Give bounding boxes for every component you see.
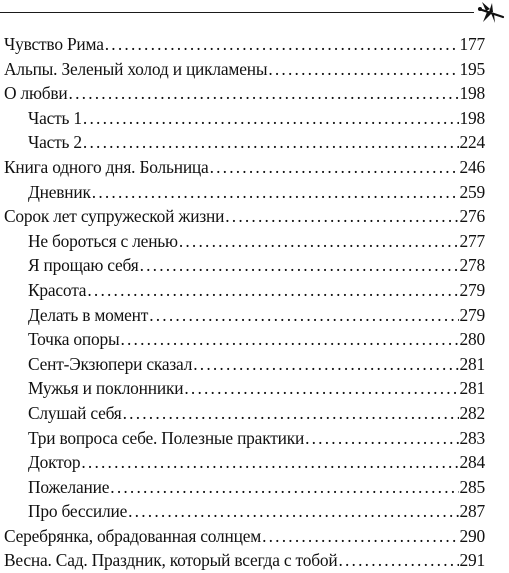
dragonfly-icon [476,0,506,26]
dot-leader [87,278,458,303]
toc-entry[interactable] [4,450,485,475]
toc-entry-title: Часть 1 [28,107,82,128]
toc-entry[interactable] [4,376,485,401]
toc-entry-title: Красота [28,279,87,300]
toc-entry[interactable] [4,253,485,278]
toc-entry-page: 284 [459,452,485,473]
toc-entry-title: Не бороться с ленью [28,230,178,251]
dot-leader [184,376,458,401]
toc-entry-title: Дневник [28,181,91,202]
toc-entry[interactable] [4,548,485,573]
toc-entry[interactable] [4,352,485,377]
toc-entry[interactable] [4,106,485,131]
toc-entry-page: 281 [459,378,485,399]
toc-entry[interactable] [4,499,485,524]
dot-leader [120,327,458,352]
toc-entry-page: 278 [459,255,485,276]
toc-entry[interactable] [4,426,485,451]
dot-leader [81,450,458,475]
toc-entry[interactable] [4,180,485,205]
toc-entry[interactable] [4,57,485,82]
toc-entry-title: Доктор [28,452,81,473]
toc-entry-page: 276 [459,206,485,227]
toc-entry-title: Сорок лет супружеской жизни [4,206,225,227]
toc-entry[interactable] [4,475,485,500]
toc-entry-page: 287 [459,501,485,522]
toc-entry-page: 279 [459,304,485,325]
dot-leader [105,32,459,57]
toc-entry-page: 277 [459,230,485,251]
toc-entry-title: Про бессилие [28,501,128,522]
toc-entry-title: Делать в момент [28,304,149,325]
toc-entry-page: 290 [459,525,485,546]
toc-entry[interactable] [4,327,485,352]
toc-entry[interactable] [4,204,485,229]
toc-entry-page: 246 [459,156,485,177]
toc-entry-title: Мужья и поклонники [28,378,184,399]
toc-entry-title: Точка опоры [28,329,120,350]
toc-entry-page: 177 [459,34,485,54]
toc-entry[interactable] [4,278,485,303]
dot-leader [92,180,459,205]
toc-entry-page: 259 [459,181,485,202]
toc-entry-title: Чувство Рима [4,34,104,54]
toc-entry-page: 283 [459,427,485,448]
dot-leader [262,524,458,549]
dot-leader [179,229,459,254]
dot-leader [268,57,458,82]
toc-entry-title: О любви [4,83,68,104]
toc-entry-page: 198 [459,107,485,128]
toc-entry[interactable] [4,401,485,426]
dot-leader [83,106,459,131]
dot-leader [128,499,458,524]
toc-entry-title: Книга одного дня. Больница [4,156,209,177]
toc-entry-page: 291 [459,550,485,571]
dot-leader [193,352,458,377]
toc-entry-title: Пожелание [28,476,110,497]
dot-leader [149,303,458,328]
toc-entry-title: Серебрянка, обрадованная солнцем [4,525,262,546]
toc-entry[interactable] [4,229,485,254]
toc-entry-title: Сент-Экзюпери сказал [28,353,193,374]
toc-entry-page: 280 [459,329,485,350]
dot-leader [110,475,458,500]
toc-entry-page: 282 [459,402,485,423]
toc-entry-page: 281 [459,353,485,374]
dot-leader [210,155,459,180]
toc-entry-title: Я прощаю себя [28,255,139,276]
toc-entry-title: Слушай себя [28,402,122,423]
dot-leader [305,426,458,451]
dot-leader [338,548,458,573]
toc-entry-title: Весна. Сад. Праздник, который всегда с тобой [4,550,338,571]
toc-entry-title: Альпы. Зеленый холод и цикламены [4,58,268,79]
toc-entry[interactable] [4,130,485,155]
dot-leader [123,401,459,426]
dot-leader [69,81,459,106]
toc-entry-title: Три вопроса себе. Полезные практики [28,427,305,448]
toc-entry-page: 279 [459,279,485,300]
toc-entry[interactable] [4,32,485,57]
toc-entry[interactable] [4,81,485,106]
dot-leader [140,253,459,278]
toc-entry[interactable] [4,524,485,549]
toc-entry[interactable] [4,303,485,328]
dot-leader [83,130,459,155]
toc-entry-title: Часть 2 [28,132,82,153]
toc-entry-page: 224 [459,132,485,153]
toc-entry[interactable] [4,155,485,180]
toc-entry-page: 285 [459,476,485,497]
dot-leader [225,204,458,229]
header-rule [0,12,474,13]
toc-entry-page: 198 [459,83,485,104]
table-of-contents [4,32,485,573]
toc-entry-page: 195 [459,58,485,79]
